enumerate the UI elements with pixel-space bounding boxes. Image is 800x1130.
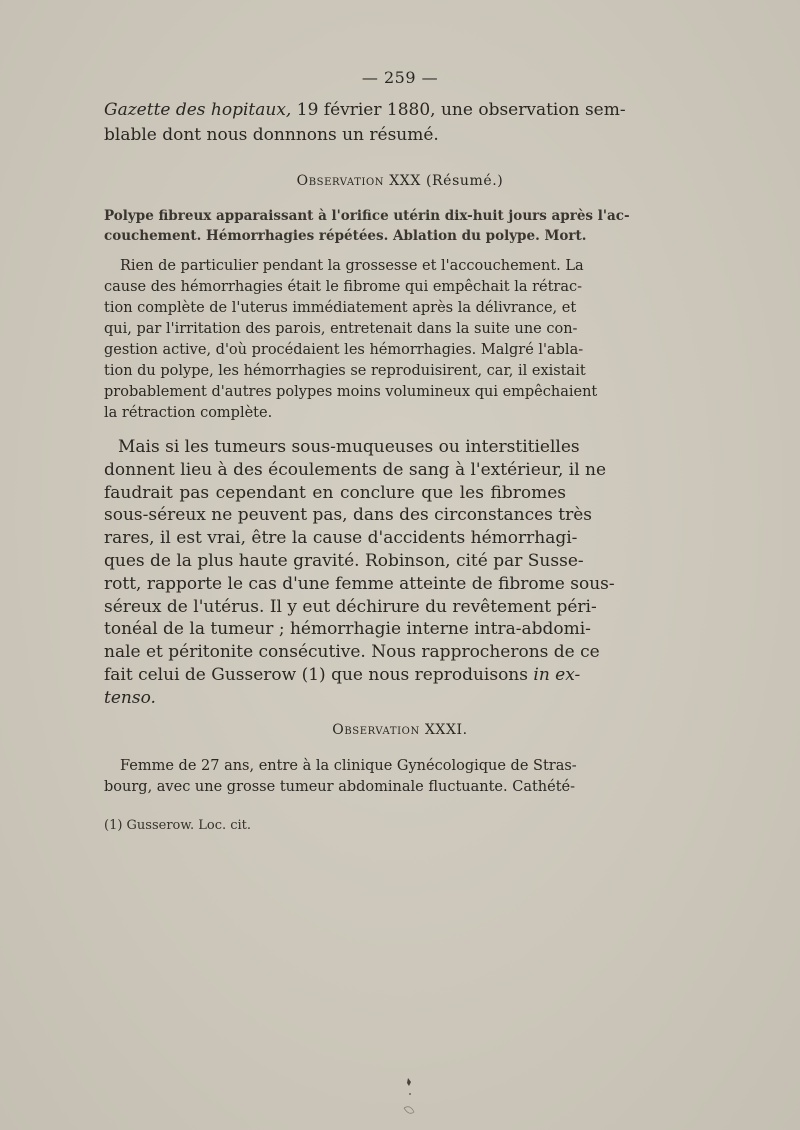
- observation-30-heading: [0, 173, 800, 189]
- journal-title: Gazette des hopitaux,: [104, 100, 292, 120]
- main-line-text: fait celui de Gusserow (1) que nous reproduisons: [104, 664, 528, 685]
- summary-line: couchement. Hémorrhagies répétées. Ablation du polype. Mort.: [104, 228, 587, 244]
- body-line: cause des hémorrhagies était le fibrome qui empêchait la rétrac-: [104, 279, 583, 295]
- latin-phrase-start: in ex-: [533, 664, 581, 685]
- intro-paragraph: [104, 98, 626, 148]
- body-line: probablement d'autres polypes moins volumineux qui empêchaient: [104, 384, 598, 400]
- main-line-with-italic: [104, 664, 581, 687]
- body-line: tion du polype, les hémorrhagies se reproduisirent, car, il existait: [104, 363, 586, 379]
- intro-line-2: blable dont nous donnnons un résumé.: [104, 125, 439, 145]
- observation-30-suffix: (Résumé.): [425, 173, 504, 189]
- main-line-last: [104, 687, 566, 710]
- main-line: nale et péritonite consécutive. Nous rapprocherons de ce: [104, 642, 600, 663]
- main-line: ques de la plus haute gravité. Robinson, cité par Susse-: [104, 550, 584, 571]
- observation-31-heading: [0, 722, 800, 738]
- obs31-line: bourg, avec une grosse tumeur abdominale fluctuante. Cathété-: [104, 779, 576, 795]
- main-paragraph: [104, 436, 615, 710]
- page-number: — 259 —: [361, 68, 439, 87]
- paper-speck-decoration: [400, 1072, 430, 1122]
- intro-line-1-rest: 19 février 1880, une observation sem-: [296, 100, 626, 120]
- obs31-line: Femme de 27 ans, entre à la clinique Gynécologique de Stras-: [120, 758, 577, 774]
- main-line: faudrait pas cependant en conclure que les fibromes: [104, 482, 566, 503]
- body-line: gestion active, d'où procédaient les hémorrhagies. Malgré l'abla-: [104, 342, 584, 358]
- main-line: donnent lieu à des écoulements de sang à l'extérieur, il ne: [104, 459, 607, 480]
- summary-line: Polype fibreux apparaissant à l'orifice utérin dix-huit jours après l'ac-: [104, 208, 630, 224]
- main-line: rares, il est vrai, être la cause d'accidents hémorrhagi-: [104, 528, 578, 549]
- main-line: séreux de l'utérus. Il y eut déchirure du revêtement péri-: [104, 596, 597, 617]
- observation-30-summary: [104, 206, 630, 246]
- observation-30-body: [104, 256, 598, 424]
- observation-31-title: Observation XXXI.: [332, 722, 468, 738]
- footnote: (1) Gusserow. Loc. cit.: [104, 818, 252, 833]
- main-line: sous-séreux ne peuvent pas, dans des circonstances très: [104, 505, 593, 526]
- body-line: tion complète de l'uterus immédiatement après la délivrance, et: [104, 300, 577, 316]
- intro-line-1: [104, 98, 626, 123]
- main-line: rott, rapporte le cas d'une femme atteinte de fibrome sous-: [104, 573, 615, 594]
- body-line: qui, par l'irritation des parois, entretenait dans la suite une con-: [104, 321, 578, 337]
- body-line: Rien de particulier pendant la grossesse et l'accouchement. La: [120, 258, 584, 274]
- latin-phrase-end: tenso.: [104, 687, 156, 708]
- body-line: la rétraction complète.: [104, 405, 273, 421]
- main-line: tonéal de la tumeur ; hémorrhagie interne intra-abdomi-: [104, 619, 591, 640]
- observation-30-title: Observation XXX: [296, 173, 421, 189]
- main-line: Mais si les tumeurs sous-muqueuses ou interstitielles: [118, 437, 580, 457]
- observation-31-body: [104, 756, 577, 798]
